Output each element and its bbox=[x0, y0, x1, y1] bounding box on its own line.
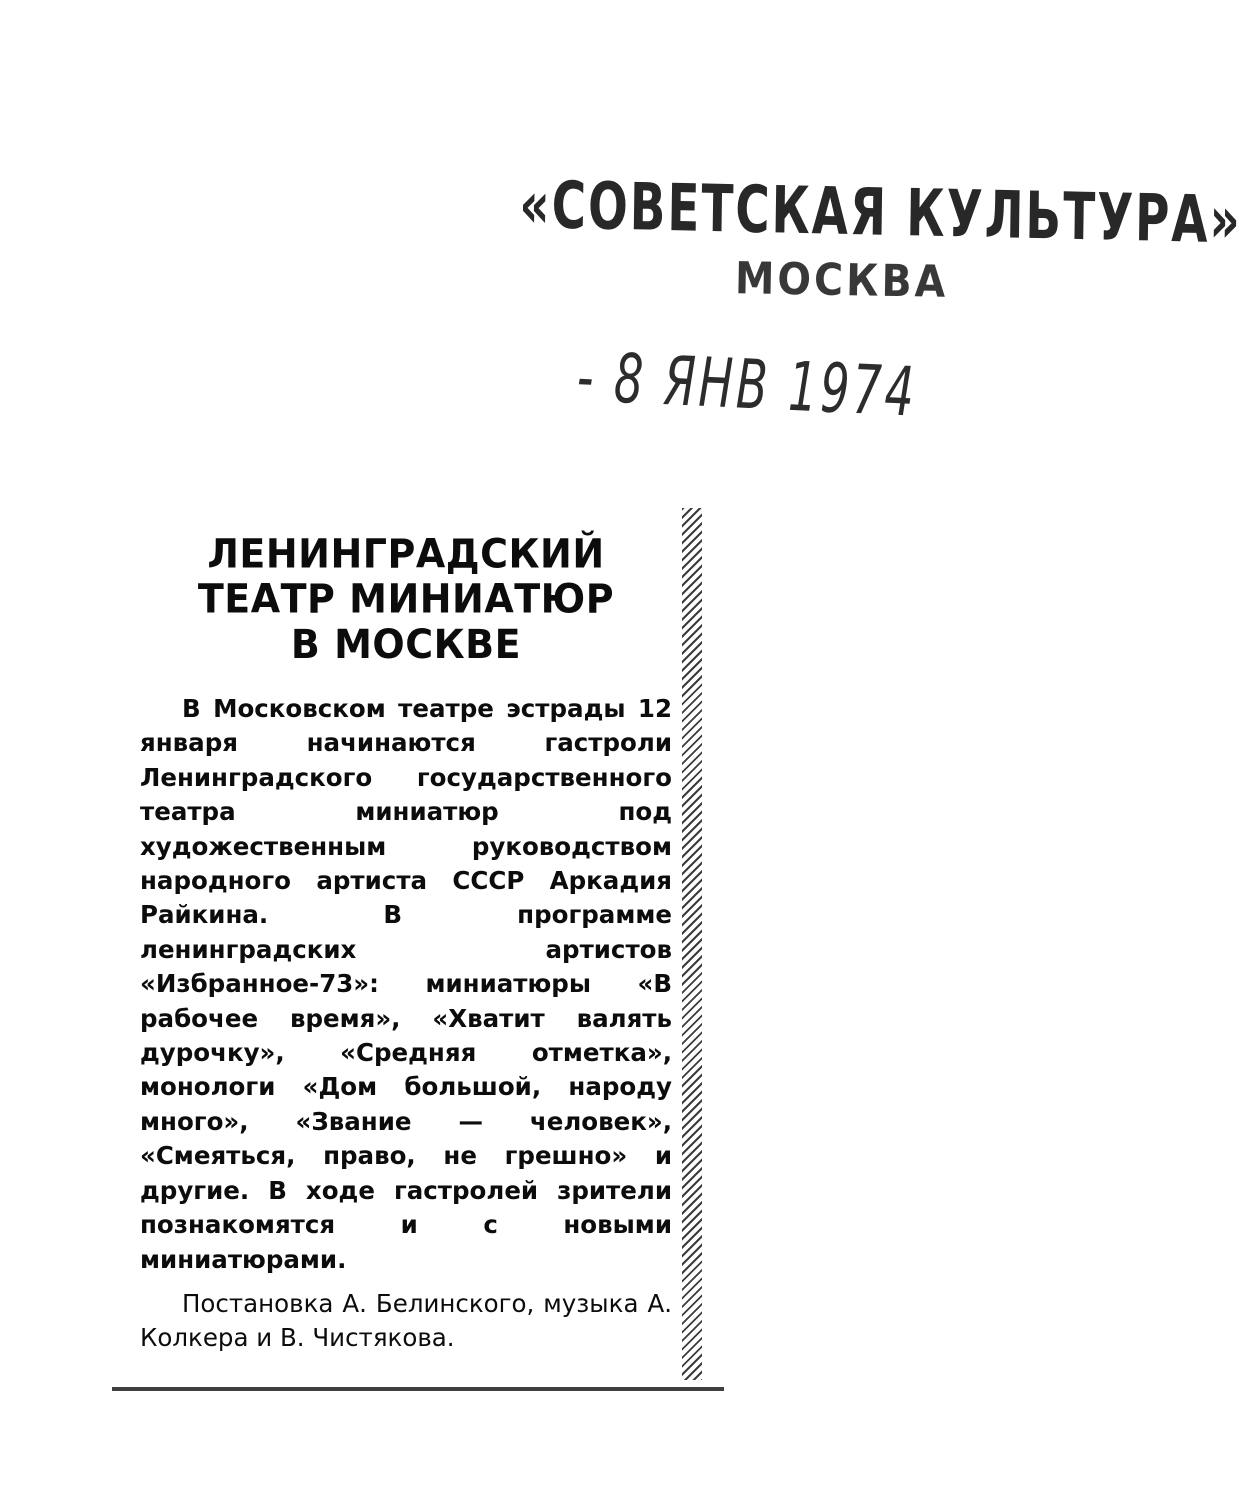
headline-line: ЛЕНИНГРАДСКИЙ bbox=[207, 530, 605, 577]
article-credits: Постановка А. Белинского, музыка А. Колкера и В. Чистякова. bbox=[140, 1288, 672, 1353]
article-headline bbox=[140, 532, 672, 667]
column-rule bbox=[682, 508, 702, 1380]
bottom-rule bbox=[112, 1387, 724, 1391]
article bbox=[140, 530, 672, 1356]
headline-line: В МОСКВЕ bbox=[290, 621, 522, 668]
newspaper-stamp: «СОВЕТСКАЯ КУЛЬТУРА» bbox=[518, 168, 1242, 259]
date-stamp: - 8 ЯНВ 1974 bbox=[575, 338, 918, 433]
article-body: В Московском театре эстрады 12 января начинаются гастроли Ленинградского государственного театра миниатюр под художественным руководством народного артиста СССР Аркадия Райкина. В программе ленинградских артистов «Избранное-73»: миниатюры «В рабочее время», «Хватит валять дурочку», «Средняя отметка», монологи «Дом большой, народу много», «Звание — человек», «Смеяться, право, не грешно» и другие. В ходе гастролей зрители познакомятся и с новыми миниатюрами. bbox=[140, 694, 672, 1274]
headline-line: ТЕАТР МИНИАТЮР bbox=[197, 575, 615, 623]
city-stamp: МОСКВА bbox=[734, 253, 949, 308]
